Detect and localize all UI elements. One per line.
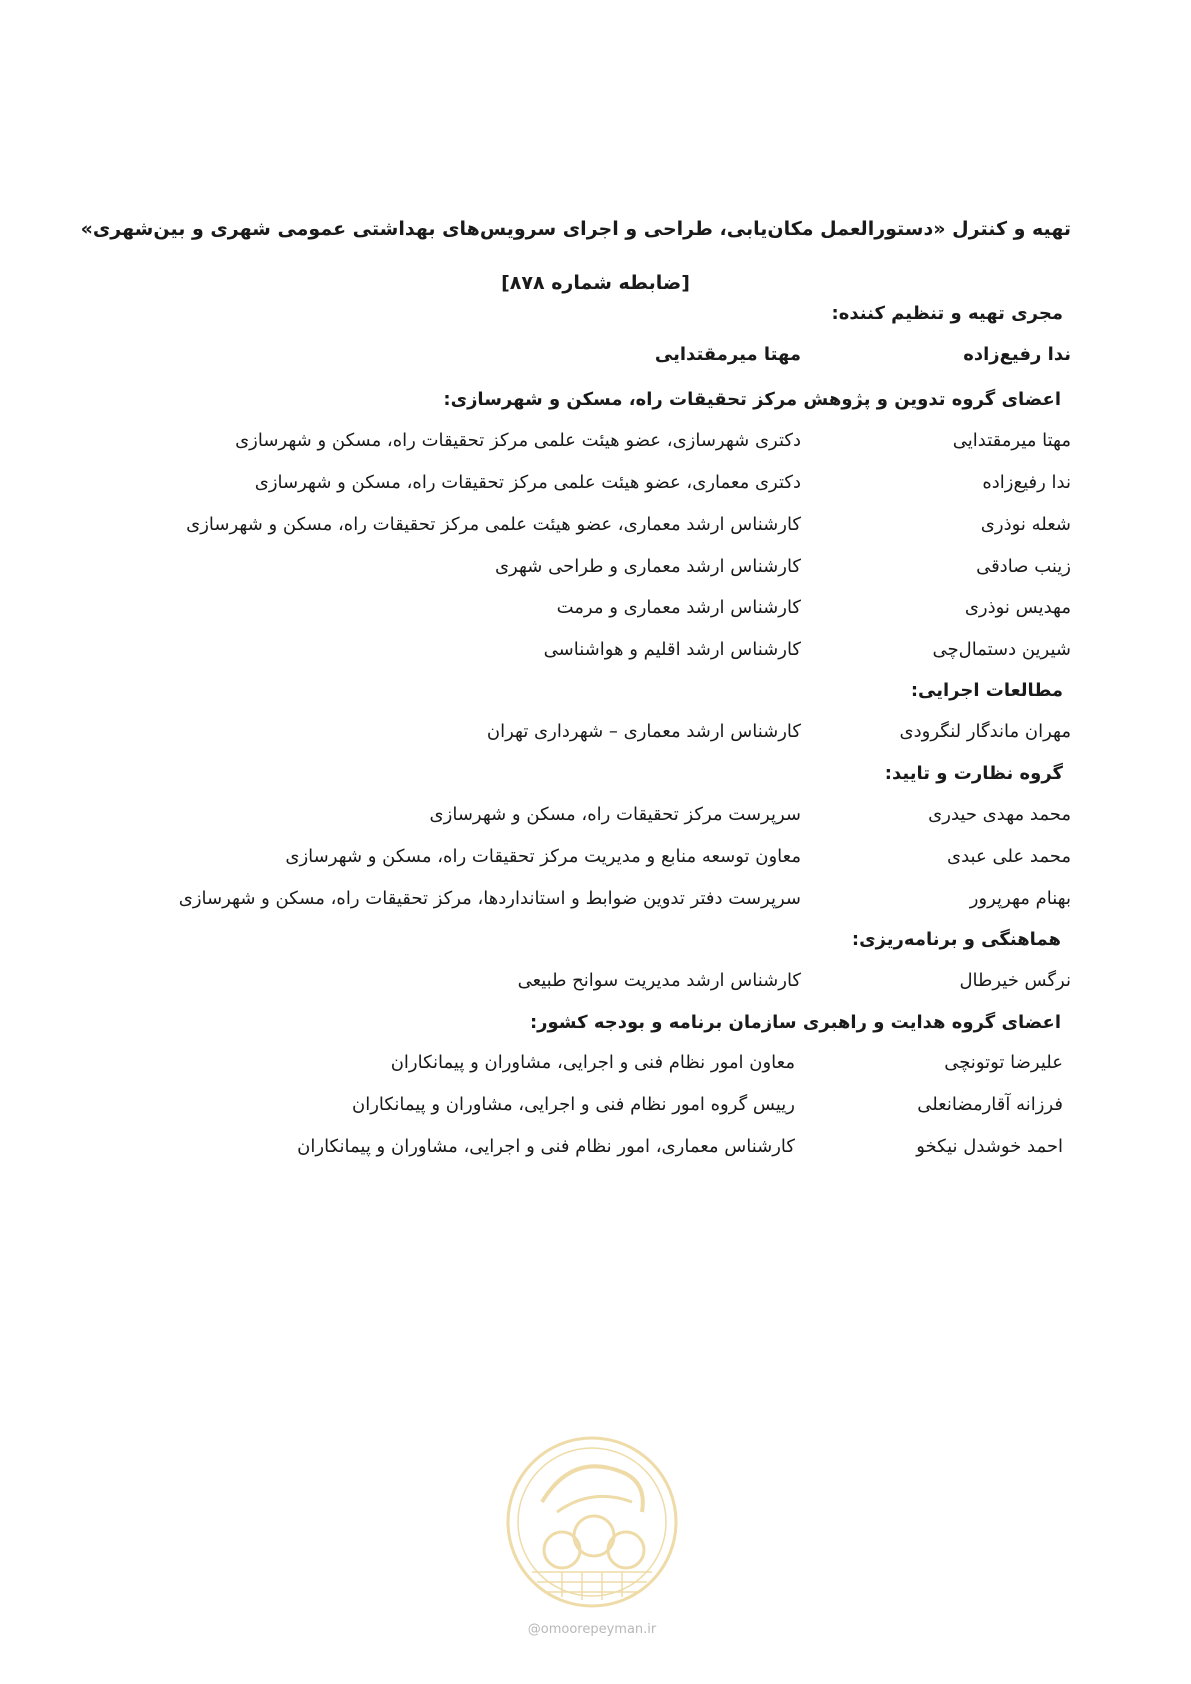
watermark-logo-icon [502, 1432, 682, 1612]
preparer-name: مهتا میرمقتدایی [654, 344, 801, 365]
document-subtitle: [ضابطه شماره ۸۷۸] [501, 272, 690, 294]
member-role: کارشناس معماری، امور نظام فنی و اجرایی، مشاوران و پیمانکاران [297, 1136, 795, 1157]
member-role: معاون امور نظام فنی و اجرایی، مشاوران و پیمانکاران [390, 1052, 795, 1073]
preparers-row [120, 344, 1071, 374]
member-role: سرپرست مرکز تحقیقات راه، مسکن و شهرسازی [429, 804, 801, 825]
member-name: زینب صادقی [976, 556, 1071, 577]
member-name: شعله نوذری [980, 514, 1071, 535]
member-row [120, 514, 1071, 544]
member-row [120, 1094, 1063, 1124]
preparers-heading: مجری تهیه و تنظیم کننده: [831, 303, 1063, 324]
document-title: تهیه و کنترل «دستورالعمل مکان‌یابی، طراحی و اجرای سرویس‌های بهداشتی عمومی شهری و بین‌شهری» [80, 218, 1071, 240]
member-role: سرپرست دفتر تدوین ضوابط و استانداردها، مرکز تحقیقات راه، مسکن و شهرسازی [178, 888, 801, 909]
guidance-group-heading: اعضای گروه هدایت و راهبری سازمان برنامه و بودجه کشور: [529, 1012, 1061, 1033]
member-name: شیرین دستمال‌چی [932, 639, 1071, 660]
member-row [120, 556, 1071, 586]
member-role: کارشناس ارشد معماری – شهرداری تهران [486, 721, 801, 742]
member-row [120, 430, 1071, 460]
member-role: کارشناس ارشد مدیریت سوانح طبیعی [517, 970, 801, 991]
member-name: محمد علی عبدی [947, 846, 1071, 867]
coordination-heading: هماهنگی و برنامه‌ریزی: [851, 929, 1061, 950]
executive-studies-heading: مطالعات اجرایی: [910, 680, 1063, 701]
supervision-heading: گروه نظارت و تایید: [884, 763, 1063, 784]
member-role: کارشناس ارشد معماری، عضو هیئت علمی مرکز تحقیقات راه، مسکن و شهرسازی [186, 514, 801, 535]
member-row [120, 1136, 1063, 1166]
member-row [120, 888, 1071, 918]
member-role: کارشناس ارشد اقلیم و هواشناسی [543, 639, 801, 660]
editorial-group-heading: اعضای گروه تدوین و پژوهش مرکز تحقیقات راه، مسکن و شهرسازی: [443, 389, 1061, 410]
member-name: مهتا میرمقتدایی [952, 430, 1071, 451]
member-name: مهدیس نوذری [964, 597, 1071, 618]
member-row [120, 472, 1071, 502]
member-role: دکتری شهرسازی، عضو هیئت علمی مرکز تحقیقات راه، مسکن و شهرسازی [235, 430, 801, 451]
member-name: محمد مهدی حیدری [928, 804, 1071, 825]
member-name: بهنام مهرپرور [969, 888, 1071, 909]
member-role: رییس گروه امور نظام فنی و اجرایی، مشاوران و پیمانکاران [351, 1094, 795, 1115]
member-row [120, 970, 1071, 1000]
member-name: مهران ماندگار لنگرودی [899, 721, 1071, 742]
watermark-site-text: @omoorepeyman.ir [527, 1622, 657, 1637]
member-row [120, 597, 1071, 627]
member-row [120, 846, 1071, 876]
member-name: فرزانه آقارمضانعلی [917, 1094, 1063, 1115]
member-role: معاون توسعه منابع و مدیریت مرکز تحقیقات راه، مسکن و شهرسازی [285, 846, 801, 867]
member-name: علیرضا توتونچی [944, 1052, 1063, 1073]
member-row [120, 1052, 1063, 1082]
member-role: دکتری معماری، عضو هیئت علمی مرکز تحقیقات راه، مسکن و شهرسازی [254, 472, 801, 493]
member-name: احمد خوشدل نیکخو [916, 1136, 1063, 1157]
member-row [120, 721, 1071, 751]
member-name: نرگس خیرطال [959, 970, 1071, 991]
member-role: کارشناس ارشد معماری و طراحی شهری [494, 556, 801, 577]
preparer-name: ندا رفیع‌زاده [963, 344, 1071, 365]
member-row [120, 804, 1071, 834]
member-name: ندا رفیع‌زاده [982, 472, 1071, 493]
member-row [120, 639, 1071, 669]
member-role: کارشناس ارشد معماری و مرمت [556, 597, 801, 618]
